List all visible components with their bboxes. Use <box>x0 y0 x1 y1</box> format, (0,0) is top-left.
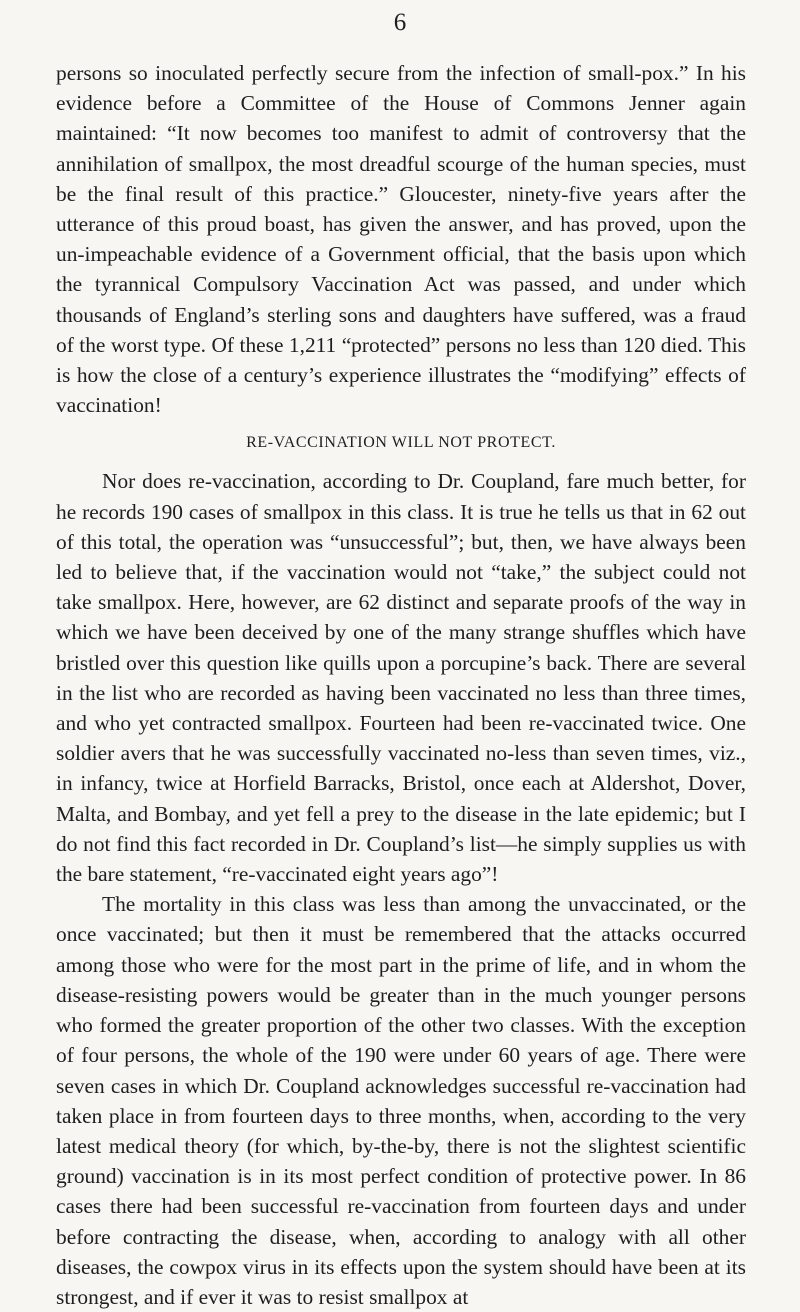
paragraph-mortality: The mortality in this class was less than among the unvaccinated, or the once vaccinated; but then it must be remembered that the attacks occurred among those who were for the most part in the prime of life, and in whom the disease-resisting powers would be greater than in the much younger persons who formed the greater proportion of the other two classes. With the exception of four persons, the whole of the 190 were under 60 years of age. There were seven cases in which Dr. Coupland acknowledges successful re-vaccination had taken place in from fourteen days to three months, when, according to the very latest medical theory (for which, by-the-by, there is not the slightest scientific ground) vaccination is in its most perfect condition of protective power. In 86 cases there had been successful re-vaccination from fourteen days and under before contracting the disease, when, according to analogy with all other diseases, the cowpox virus in its effects upon the system should have been at its strongest, and if ever it was to resist smallpox at <box>56 892 746 1309</box>
section-heading: RE-VACCINATION WILL NOT PROTECT. <box>246 434 556 452</box>
paragraph-revaccination: Nor does re-vaccination, according to Dr. Coupland, fare much better, for he records 190 cases of smallpox in this class. It is true he tells us that in 62 out of this total, the operation was “unsuccessful”; but, then, we have always been led to believe that, if the vaccination would not “take,” the subject could not take smallpox. Here, however, are 62 distinct and separate proofs of the way in which we have been deceived by one of the many strange shuffles which have bristled over this question like quills upon a porcupine’s back. There are several in the list who are recorded as having been vaccinated no less than three times, and who yet contracted smallpox. Fourteen had been re-vaccinated twice. One soldier avers that he was successfully vaccinated no-less than seven times, viz., in infancy, twice at Horfield Barracks, Bristol, once each at Aldershot, Dover, Malta, and Bombay, and yet fell a prey to the disease in the late epidemic; but I do not find this fact recorded in Dr. Coupland’s list—he simply supplies us with the bare statement, “re-vaccinated eight years ago”! <box>56 469 746 887</box>
page-number: 6 <box>393 9 407 36</box>
paragraph-inoculation: persons so inoculated perfectly secure from the infection of small-pox.” In his evidence before a Committee of the House of Commons Jenner again maintained: “It now becomes too manifest to admit of controversy that the annihilation of smallpox, the most dreadful scourge of the human species, must be the final result of this practice.” Gloucester, ninety-five years after the utterance of this proud boast, has given the answer, and has proved, upon the un-impeachable evidence of a Government official, that the basis upon which the tyrannical Compulsory Vaccination Act was passed, and under which thousands of England’s sterling sons and daughters have suffered, was a fraud of the worst type. Of these 1,211 “protected” persons no less than 120 died. This is how the close of a century’s experience illustrates the “modifying” effects of vaccination! <box>56 61 746 418</box>
